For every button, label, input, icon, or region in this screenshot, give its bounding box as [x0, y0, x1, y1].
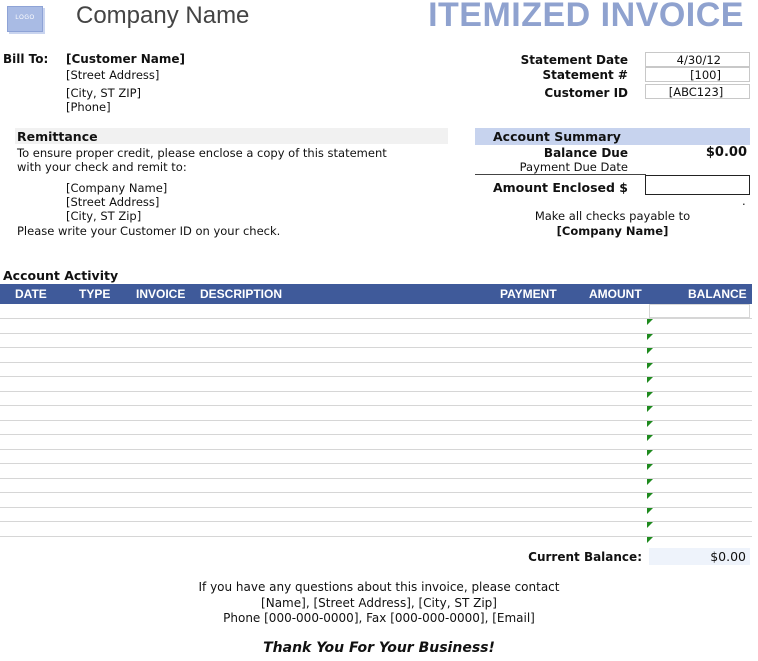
cell-indicator-icon: [647, 392, 653, 398]
summary-divider: [475, 174, 646, 175]
remit-company: [Company Name]: [66, 181, 168, 195]
cell-indicator-icon: [647, 435, 653, 441]
statement-number-value: [100]: [645, 67, 750, 82]
customer-name: [Customer Name]: [66, 52, 185, 66]
table-row: [0, 536, 752, 537]
footer-line-2: [Name], [Street Address], [City, ST Zip]: [261, 596, 497, 610]
remit-city: [City, ST Zip]: [66, 209, 142, 223]
statement-date-value: 4/30/12: [645, 52, 750, 67]
col-payment: PAYMENT: [500, 287, 557, 301]
remittance-title: Remittance: [17, 129, 98, 144]
table-row: [0, 420, 752, 421]
cell-indicator-icon: [647, 348, 653, 354]
remittance-line-2: with your check and remit to:: [17, 160, 187, 174]
balance-due-label: Balance Due: [543, 146, 628, 160]
remit-street: [Street Address]: [66, 195, 160, 209]
customer-id-value: [ABC123]: [645, 84, 750, 99]
balance-due-value: $0.00: [705, 145, 747, 160]
cell-indicator-icon: [647, 508, 653, 514]
payable-company: [Company Name]: [556, 224, 669, 238]
amount-enclosed-label: Amount Enclosed $: [492, 180, 628, 195]
account-summary-title: Account Summary: [493, 129, 621, 144]
table-row: [0, 333, 752, 334]
customer-phone: [Phone]: [66, 100, 111, 114]
col-date: DATE: [15, 287, 47, 301]
cell-indicator-icon: [647, 363, 653, 369]
table-row: [0, 521, 752, 522]
table-row: [0, 434, 752, 435]
customer-street: [Street Address]: [66, 68, 160, 82]
logo-text: LOGO: [15, 15, 35, 21]
statement-date-label: Statement Date: [520, 53, 628, 67]
table-row: [0, 449, 752, 450]
cell-indicator-icon: [647, 493, 653, 499]
col-type: TYPE: [79, 287, 111, 301]
table-row: [0, 391, 752, 392]
cell-indicator-icon: [647, 334, 653, 340]
customer-city: [City, ST ZIP]: [66, 86, 142, 100]
account-activity-title: Account Activity: [3, 268, 119, 283]
current-balance-label: Current Balance:: [528, 550, 642, 564]
table-row: [0, 492, 752, 493]
table-row: [0, 405, 752, 406]
col-balance: BALANCE: [688, 287, 747, 301]
cell-indicator-icon: [647, 479, 653, 485]
table-row: [0, 507, 752, 508]
cell-indicator-icon: [647, 537, 653, 543]
cell-indicator-icon: [647, 464, 653, 470]
statement-number-label: Statement #: [542, 68, 628, 82]
table-row: [0, 362, 752, 363]
balance-cell[interactable]: [649, 304, 750, 318]
col-description: DESCRIPTION: [200, 287, 283, 301]
cell-indicator-icon: [647, 522, 653, 528]
table-row: [0, 347, 752, 348]
col-amount: AMOUNT: [589, 287, 642, 301]
bill-to-label: Bill To:: [3, 52, 49, 66]
remittance-line-1: To ensure proper credit, please enclose a copy of this statement: [17, 146, 387, 160]
table-row: [0, 318, 752, 319]
stray-dot: .: [742, 194, 746, 208]
col-invoice: INVOICE: [136, 287, 186, 301]
footer-line-3: Phone [000-000-0000], Fax [000-000-0000], [Email]: [223, 611, 535, 625]
document-title: ITEMIZED INVOICE: [428, 0, 744, 34]
remit-note: Please write your Customer ID on your check.: [17, 224, 281, 238]
table-row: [0, 376, 752, 377]
company-logo: [7, 6, 43, 32]
thank-you-message: Thank You For Your Business!: [263, 640, 495, 656]
activity-table-header: [0, 284, 752, 304]
cell-indicator-icon: [647, 421, 653, 427]
table-row: [0, 463, 752, 464]
amount-enclosed-field[interactable]: [645, 175, 750, 195]
cell-indicator-icon: [647, 319, 653, 325]
cell-indicator-icon: [647, 377, 653, 383]
cell-indicator-icon: [647, 406, 653, 412]
table-row: [0, 478, 752, 479]
payment-due-date-label: Payment Due Date: [519, 160, 628, 174]
footer-line-1: If you have any questions about this invoice, please contact: [198, 580, 560, 594]
cell-indicator-icon: [647, 450, 653, 456]
customer-id-label: Customer ID: [544, 86, 628, 100]
payable-line: Make all checks payable to: [534, 209, 691, 223]
company-name: Company Name: [76, 2, 250, 29]
current-balance-value: $0.00: [710, 549, 746, 564]
